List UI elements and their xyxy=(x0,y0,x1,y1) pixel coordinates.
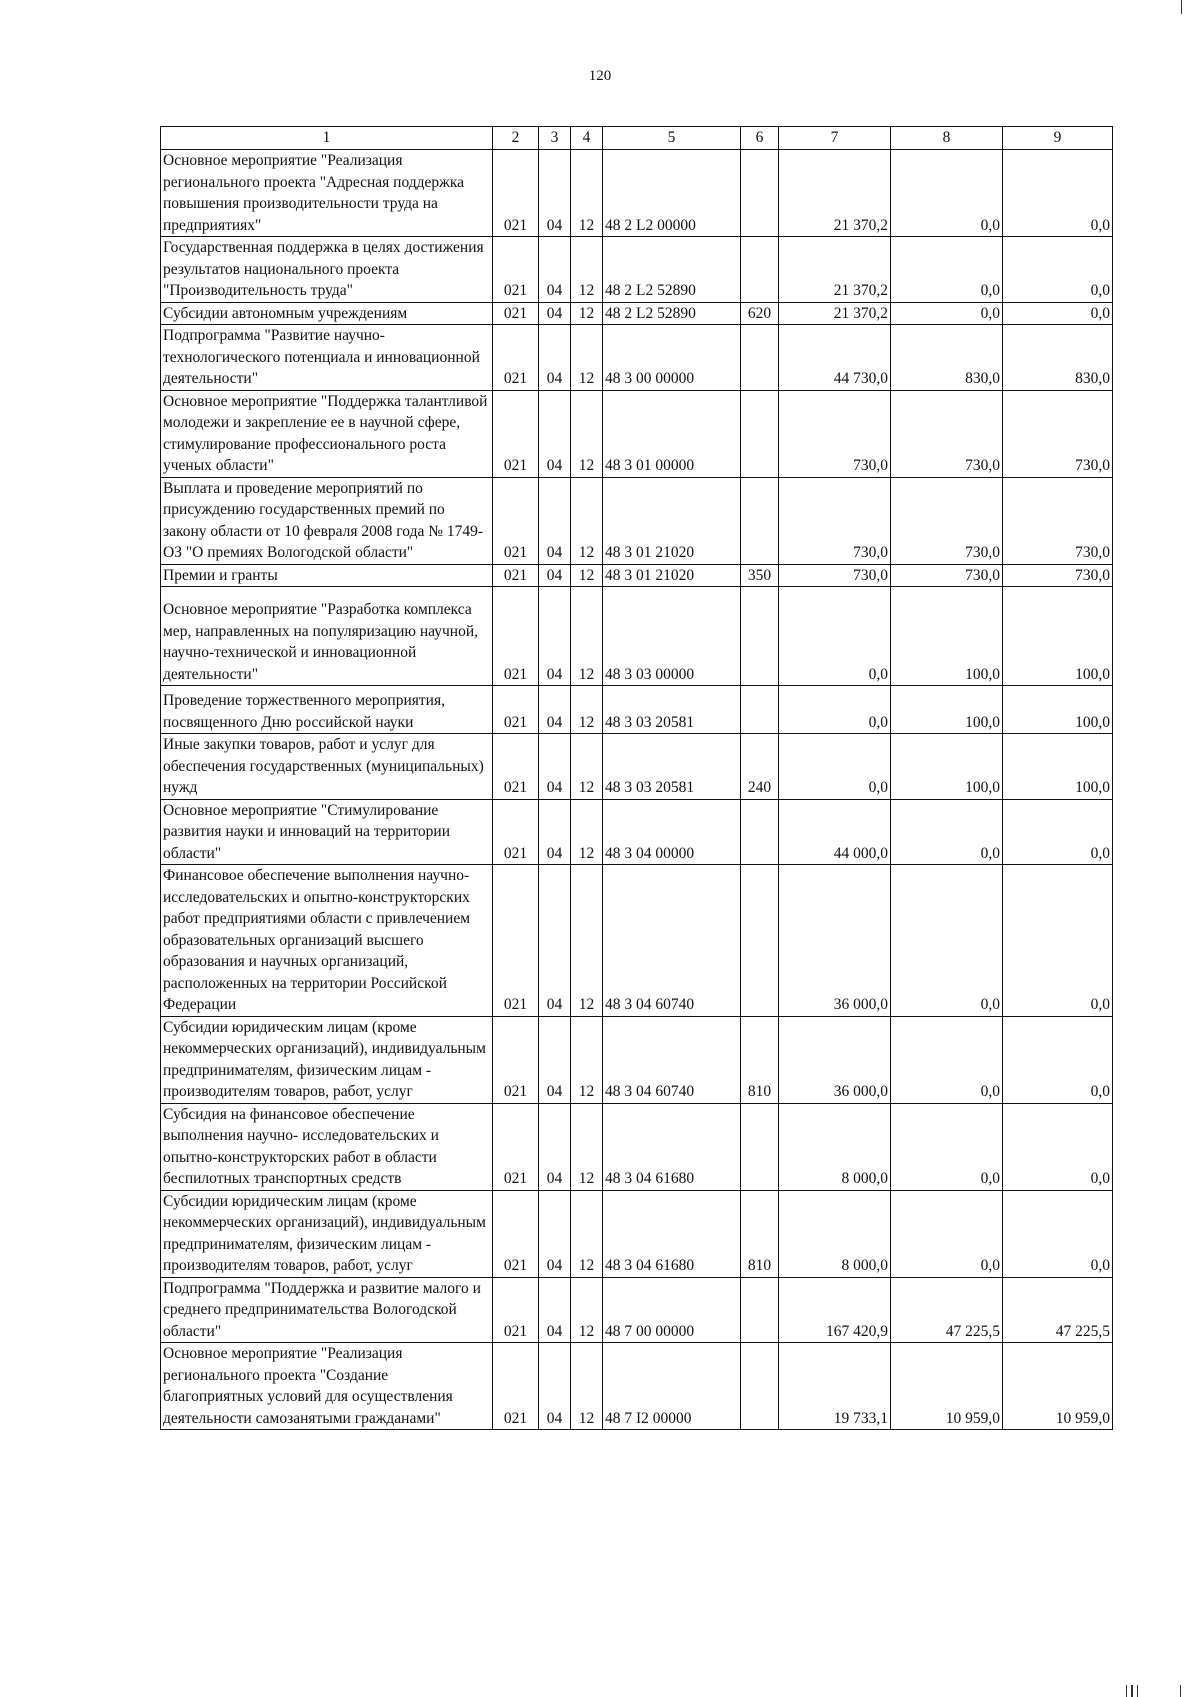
cell-name: Подпрограмма "Развитие научно-технологического потенциала и инновационной деятельности" xyxy=(161,325,493,391)
cell-col-2: 021 xyxy=(493,734,539,800)
cell-col-5: 48 3 04 60740 xyxy=(603,1016,741,1103)
cell-col-9: 730,0 xyxy=(1003,564,1113,587)
cell-col-9: 0,0 xyxy=(1003,1190,1113,1277)
cell-col-5: 48 3 04 00000 xyxy=(603,799,741,865)
cell-col-6 xyxy=(741,1103,779,1190)
table-row xyxy=(161,686,1113,734)
table-body xyxy=(161,150,1113,1430)
cell-col-2: 021 xyxy=(493,302,539,325)
cell-col-7: 36 000,0 xyxy=(779,1016,891,1103)
cell-col-9: 730,0 xyxy=(1003,390,1113,477)
cell-col-8: 0,0 xyxy=(891,1103,1003,1190)
cell-col-9: 0,0 xyxy=(1003,1103,1113,1190)
cell-col-4: 12 xyxy=(571,237,603,303)
cell-col-6 xyxy=(741,325,779,391)
cell-col-8: 100,0 xyxy=(891,587,1003,686)
header-row xyxy=(161,127,1113,150)
column-header: 1 xyxy=(161,127,493,150)
cell-col-7: 8 000,0 xyxy=(779,1190,891,1277)
cell-col-6 xyxy=(741,587,779,686)
cell-col-2: 021 xyxy=(493,237,539,303)
cell-col-3: 04 xyxy=(539,325,571,391)
cell-col-9: 0,0 xyxy=(1003,302,1113,325)
table-row xyxy=(161,390,1113,477)
cell-name: Субсидии автономным учреждениям xyxy=(161,302,493,325)
budget-table xyxy=(160,126,1113,1430)
table-row xyxy=(161,1277,1113,1343)
cell-col-2: 021 xyxy=(493,564,539,587)
cell-col-8: 0,0 xyxy=(891,1190,1003,1277)
cell-col-9: 730,0 xyxy=(1003,477,1113,564)
cell-col-2: 021 xyxy=(493,1103,539,1190)
table-row xyxy=(161,1343,1113,1430)
cell-name: Премии и гранты xyxy=(161,564,493,587)
cell-col-6: 810 xyxy=(741,1190,779,1277)
column-header: 5 xyxy=(603,127,741,150)
cell-col-3: 04 xyxy=(539,302,571,325)
table-row xyxy=(161,302,1113,325)
cell-col-8: 730,0 xyxy=(891,564,1003,587)
cell-col-3: 04 xyxy=(539,865,571,1017)
cell-col-8: 730,0 xyxy=(891,477,1003,564)
cell-col-8: 0,0 xyxy=(891,237,1003,303)
cell-col-8: 0,0 xyxy=(891,302,1003,325)
cell-col-3: 04 xyxy=(539,1103,571,1190)
cell-col-3: 04 xyxy=(539,1190,571,1277)
cell-col-7: 8 000,0 xyxy=(779,1103,891,1190)
cell-col-9: 47 225,5 xyxy=(1003,1277,1113,1343)
cell-col-5: 48 7 00 00000 xyxy=(603,1277,741,1343)
column-header: 6 xyxy=(741,127,779,150)
cell-col-9: 100,0 xyxy=(1003,587,1113,686)
table-row xyxy=(161,734,1113,800)
column-header: 9 xyxy=(1003,127,1113,150)
cell-col-6: 810 xyxy=(741,1016,779,1103)
cell-col-6 xyxy=(741,1277,779,1343)
cell-col-7: 730,0 xyxy=(779,564,891,587)
cell-col-2: 021 xyxy=(493,799,539,865)
cell-col-9: 100,0 xyxy=(1003,734,1113,800)
table-row xyxy=(161,1016,1113,1103)
cell-col-4: 12 xyxy=(571,865,603,1017)
cell-col-6 xyxy=(741,390,779,477)
cell-name: Субсидия на финансовое обеспечение выполнения научно- исследовательских и опытно-конструкторских работ в области беспилотных транспортных средств xyxy=(161,1103,493,1190)
cell-col-3: 04 xyxy=(539,1277,571,1343)
cell-col-6 xyxy=(741,477,779,564)
cell-col-5: 48 3 04 60740 xyxy=(603,865,741,1017)
cell-col-5: 48 3 04 61680 xyxy=(603,1103,741,1190)
cell-col-9: 10 959,0 xyxy=(1003,1343,1113,1430)
cell-col-4: 12 xyxy=(571,1016,603,1103)
cell-col-5: 48 2 L2 52890 xyxy=(603,302,741,325)
cell-col-6 xyxy=(741,799,779,865)
cell-col-9: 100,0 xyxy=(1003,686,1113,734)
cell-col-5: 48 2 L2 52890 xyxy=(603,237,741,303)
cell-col-9: 0,0 xyxy=(1003,237,1113,303)
cell-col-2: 021 xyxy=(493,1277,539,1343)
cell-col-4: 12 xyxy=(571,734,603,800)
cell-col-8: 0,0 xyxy=(891,865,1003,1017)
cell-col-7: 0,0 xyxy=(779,734,891,800)
cell-col-3: 04 xyxy=(539,587,571,686)
cell-col-2: 021 xyxy=(493,587,539,686)
cell-col-4: 12 xyxy=(571,325,603,391)
scan-mark xyxy=(1126,1685,1127,1697)
cell-col-7: 167 420,9 xyxy=(779,1277,891,1343)
table-row xyxy=(161,1103,1113,1190)
cell-col-7: 0,0 xyxy=(779,686,891,734)
cell-col-2: 021 xyxy=(493,686,539,734)
table-row xyxy=(161,237,1113,303)
cell-col-3: 04 xyxy=(539,1016,571,1103)
table-row xyxy=(161,1190,1113,1277)
cell-col-3: 04 xyxy=(539,686,571,734)
cell-name: Субсидии юридическим лицам (кроме некоммерческих организаций), индивидуальным предпринимателям, физическим лицам - производителям товаров, работ, услуг xyxy=(161,1016,493,1103)
cell-col-4: 12 xyxy=(571,390,603,477)
cell-col-4: 12 xyxy=(571,564,603,587)
cell-col-5: 48 3 01 21020 xyxy=(603,477,741,564)
cell-col-7: 730,0 xyxy=(779,477,891,564)
cell-col-9: 0,0 xyxy=(1003,1016,1113,1103)
cell-col-5: 48 3 00 00000 xyxy=(603,325,741,391)
cell-col-6: 350 xyxy=(741,564,779,587)
cell-name: Основное мероприятие "Разработка комплекса мер, направленных на популяризацию научной, научно-технической и инновационной деятельности" xyxy=(161,587,493,686)
cell-name: Подпрограмма "Поддержка и развитие малого и среднего предпринимательства Вологодской области" xyxy=(161,1277,493,1343)
cell-col-4: 12 xyxy=(571,587,603,686)
cell-col-8: 0,0 xyxy=(891,150,1003,237)
cell-col-7: 44 000,0 xyxy=(779,799,891,865)
cell-col-2: 021 xyxy=(493,325,539,391)
cell-col-3: 04 xyxy=(539,799,571,865)
cell-col-7: 21 370,2 xyxy=(779,302,891,325)
cell-name: Выплата и проведение мероприятий по присуждению государственных премий по закону области от 10 февраля 2008 года № 1749-ОЗ "О премиях Вологодской области" xyxy=(161,477,493,564)
cell-col-9: 830,0 xyxy=(1003,325,1113,391)
cell-col-5: 48 3 03 00000 xyxy=(603,587,741,686)
cell-col-3: 04 xyxy=(539,1343,571,1430)
cell-col-2: 021 xyxy=(493,390,539,477)
scan-mark xyxy=(1131,1685,1133,1697)
cell-col-4: 12 xyxy=(571,1190,603,1277)
cell-col-6 xyxy=(741,237,779,303)
cell-col-5: 48 2 L2 00000 xyxy=(603,150,741,237)
table-row xyxy=(161,150,1113,237)
cell-name: Основное мероприятие "Стимулирование развития науки и инноваций на территории области" xyxy=(161,799,493,865)
scan-mark xyxy=(1180,1685,1181,1697)
cell-col-7: 21 370,2 xyxy=(779,150,891,237)
cell-col-7: 19 733,1 xyxy=(779,1343,891,1430)
cell-name: Проведение торжественного мероприятия, посвященного Дню российской науки xyxy=(161,686,493,734)
cell-col-8: 0,0 xyxy=(891,799,1003,865)
table-row xyxy=(161,325,1113,391)
cell-col-6 xyxy=(741,865,779,1017)
cell-col-2: 021 xyxy=(493,1190,539,1277)
cell-col-7: 0,0 xyxy=(779,587,891,686)
cell-col-4: 12 xyxy=(571,1277,603,1343)
cell-col-6 xyxy=(741,686,779,734)
cell-col-6: 620 xyxy=(741,302,779,325)
cell-name: Государственная поддержка в целях достижения результатов национального проекта "Производительность труда" xyxy=(161,237,493,303)
cell-col-4: 12 xyxy=(571,1103,603,1190)
table-row xyxy=(161,564,1113,587)
cell-name: Основное мероприятие "Поддержка талантливой молодежи и закрепление ее в научной сфере, стимулирование профессионального роста ученых области" xyxy=(161,390,493,477)
scan-mark xyxy=(1181,0,1182,14)
cell-col-6: 240 xyxy=(741,734,779,800)
cell-col-2: 021 xyxy=(493,150,539,237)
table-row xyxy=(161,477,1113,564)
cell-col-4: 12 xyxy=(571,150,603,237)
cell-col-7: 36 000,0 xyxy=(779,865,891,1017)
cell-col-5: 48 3 01 21020 xyxy=(603,564,741,587)
page-number: 120 xyxy=(588,68,612,84)
cell-col-3: 04 xyxy=(539,150,571,237)
table-row xyxy=(161,587,1113,686)
cell-col-8: 100,0 xyxy=(891,686,1003,734)
cell-col-4: 12 xyxy=(571,302,603,325)
cell-col-7: 730,0 xyxy=(779,390,891,477)
cell-col-8: 730,0 xyxy=(891,390,1003,477)
cell-col-2: 021 xyxy=(493,865,539,1017)
cell-col-5: 48 7 I2 00000 xyxy=(603,1343,741,1430)
column-header: 2 xyxy=(493,127,539,150)
cell-col-2: 021 xyxy=(493,477,539,564)
cell-col-9: 0,0 xyxy=(1003,799,1113,865)
cell-col-3: 04 xyxy=(539,477,571,564)
table-row xyxy=(161,865,1113,1017)
cell-col-4: 12 xyxy=(571,477,603,564)
cell-col-4: 12 xyxy=(571,1343,603,1430)
cell-col-8: 10 959,0 xyxy=(891,1343,1003,1430)
cell-col-4: 12 xyxy=(571,686,603,734)
cell-col-5: 48 3 01 00000 xyxy=(603,390,741,477)
cell-col-8: 0,0 xyxy=(891,1016,1003,1103)
column-header: 3 xyxy=(539,127,571,150)
column-header: 7 xyxy=(779,127,891,150)
cell-col-5: 48 3 03 20581 xyxy=(603,734,741,800)
cell-col-7: 21 370,2 xyxy=(779,237,891,303)
cell-col-2: 021 xyxy=(493,1016,539,1103)
cell-col-3: 04 xyxy=(539,564,571,587)
cell-col-9: 0,0 xyxy=(1003,865,1113,1017)
cell-name: Иные закупки товаров, работ и услуг для обеспечения государственных (муниципальных) нужд xyxy=(161,734,493,800)
scan-mark xyxy=(1137,1685,1138,1697)
cell-name: Основное мероприятие "Реализация регионального проекта "Создание благоприятных условий для осуществления деятельности самозанятыми гражданами" xyxy=(161,1343,493,1430)
cell-col-7: 44 730,0 xyxy=(779,325,891,391)
cell-col-3: 04 xyxy=(539,237,571,303)
column-header: 4 xyxy=(571,127,603,150)
cell-name: Субсидии юридическим лицам (кроме некоммерческих организаций), индивидуальным предпринимателям, физическим лицам - производителям товаров, работ, услуг xyxy=(161,1190,493,1277)
cell-col-5: 48 3 04 61680 xyxy=(603,1190,741,1277)
cell-col-5: 48 3 03 20581 xyxy=(603,686,741,734)
cell-col-6 xyxy=(741,1343,779,1430)
cell-col-2: 021 xyxy=(493,1343,539,1430)
cell-col-3: 04 xyxy=(539,734,571,800)
column-header: 8 xyxy=(891,127,1003,150)
cell-name: Основное мероприятие "Реализация регионального проекта "Адресная поддержка повышения производительности труда на предприятиях" xyxy=(161,150,493,237)
cell-col-8: 830,0 xyxy=(891,325,1003,391)
cell-col-8: 47 225,5 xyxy=(891,1277,1003,1343)
cell-col-6 xyxy=(741,150,779,237)
cell-name: Финансовое обеспечение выполнения научно-исследовательских и опытно-конструкторских работ предприятиями области с привлечением образовательных организаций высшего образования и научных организаций, расположенных на территории Российской Федерации xyxy=(161,865,493,1017)
cell-col-8: 100,0 xyxy=(891,734,1003,800)
cell-col-9: 0,0 xyxy=(1003,150,1113,237)
cell-col-3: 04 xyxy=(539,390,571,477)
table-row xyxy=(161,799,1113,865)
cell-col-4: 12 xyxy=(571,799,603,865)
